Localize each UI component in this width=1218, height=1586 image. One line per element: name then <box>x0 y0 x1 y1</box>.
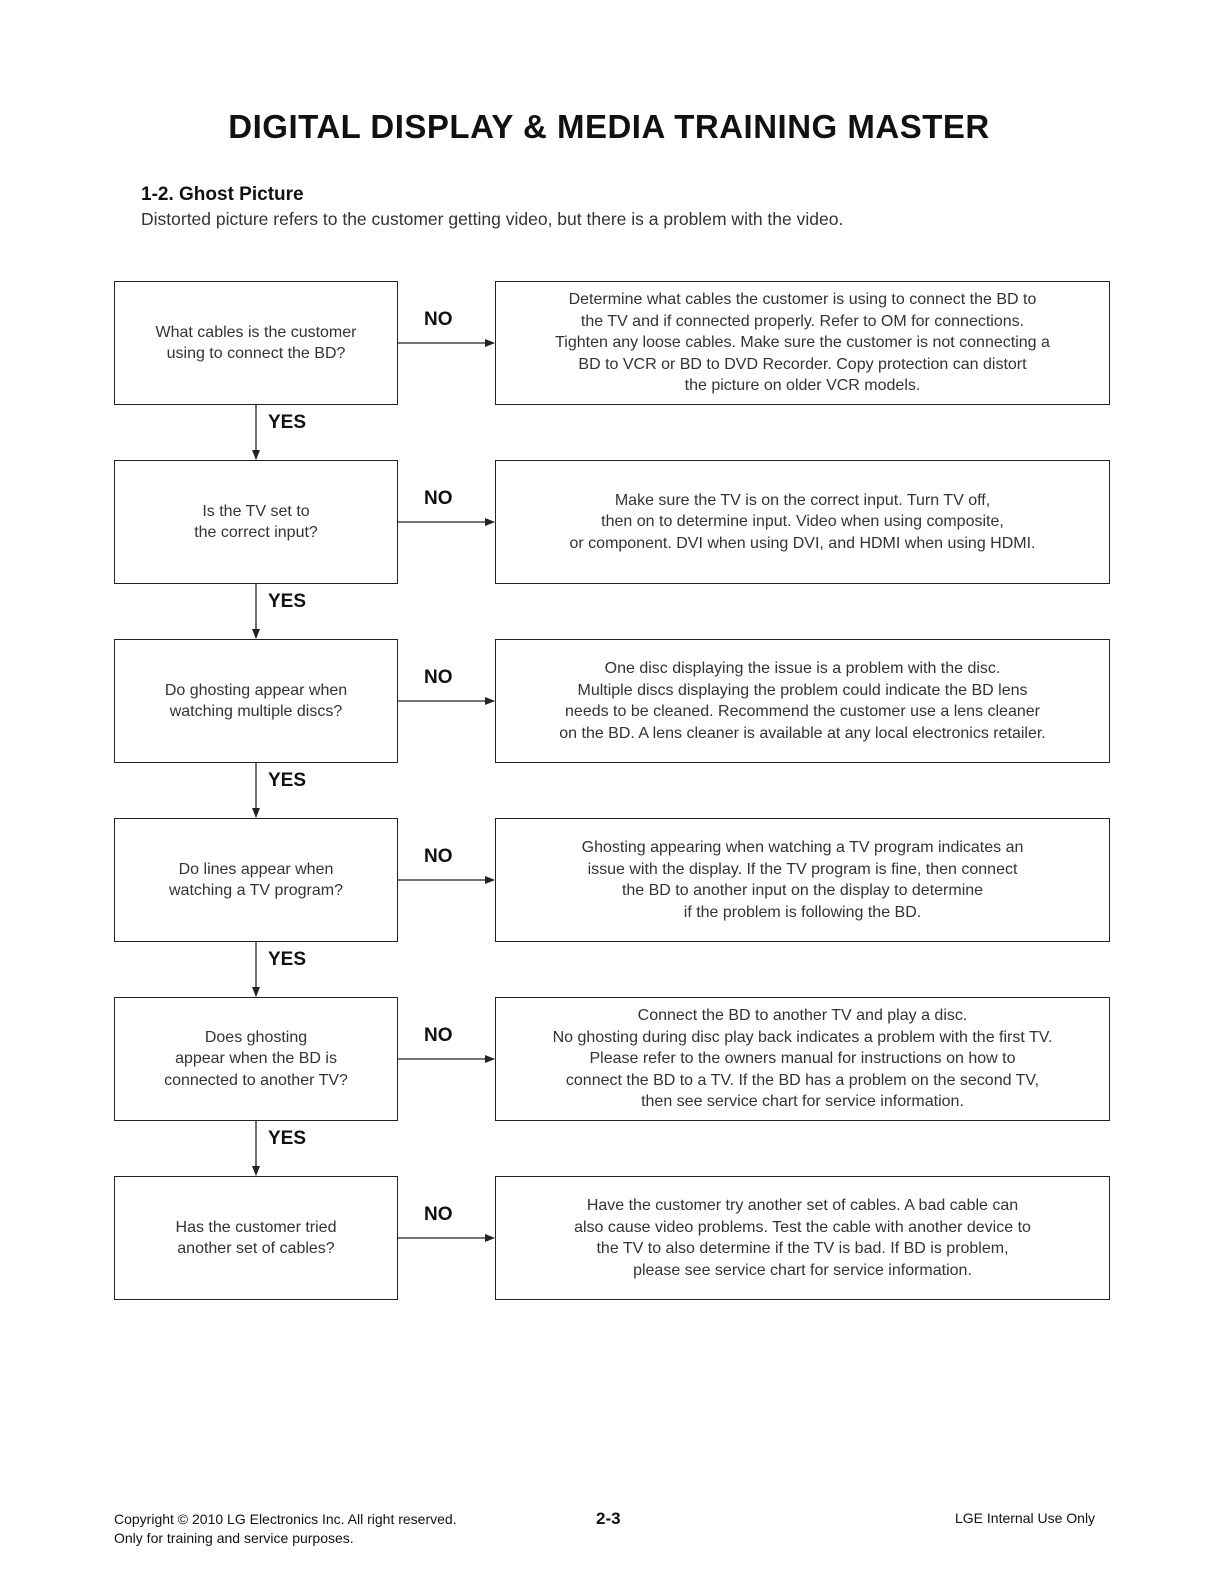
yes-label-2: YES <box>268 591 307 612</box>
no-label-3: NO <box>424 667 453 688</box>
action-box-1: Determine what cables the customer is using to connect the BD to the TV and if connected properly. Refer to OM for connections. Tighten any loose cables. Make sure the customer is not connecting a BD to VCR or BD to DVD Recorder. Copy protection can distort the picture on older VCR models. <box>495 281 1110 405</box>
no-label-6: NO <box>424 1204 453 1225</box>
footer-copyright: Copyright © 2010 LG Electronics Inc. All right reserved. Only for training and service purposes. <box>114 1511 457 1546</box>
footer-notice: LGE Internal Use Only <box>955 1510 1096 1526</box>
no-label-2: NO <box>424 488 453 509</box>
yes-label-4: YES <box>268 949 307 970</box>
section-description: Distorted picture refers to the customer getting video, but there is a problem with the video. <box>141 209 844 229</box>
action-box-5: Connect the BD to another TV and play a disc. No ghosting during disc play back indicates a problem with the first TV. Please refer to the owners manual for instructions on how to connect the BD to a TV. If the BD has a problem on the second TV, then see service chart for service information. <box>495 997 1110 1121</box>
question-box-2: Is the TV set to the correct input? <box>114 460 398 584</box>
action-box-4: Ghosting appearing when watching a TV program indicates an issue with the display. If the TV program is fine, then connect the BD to another input on the display to determine if the problem is following the BD. <box>495 818 1110 942</box>
no-label-4: NO <box>424 846 453 867</box>
section-heading: 1-2. Ghost Picture <box>141 184 304 205</box>
question-box-3: Do ghosting appear when watching multiple discs? <box>114 639 398 763</box>
question-box-1: What cables is the customer using to connect the BD? <box>114 281 398 405</box>
no-label-1: NO <box>424 309 453 330</box>
yes-label-5: YES <box>268 1128 307 1149</box>
page-title: DIGITAL DISPLAY & MEDIA TRAINING MASTER <box>228 108 990 145</box>
action-box-3: One disc displaying the issue is a problem with the disc. Multiple discs displaying the problem could indicate the BD lens needs to be cleaned. Recommend the customer use a lens cleaner on the BD. A lens cleaner is available at any local electronics retailer. <box>495 639 1110 763</box>
action-box-6: Have the customer try another set of cables. A bad cable can also cause video problems. Test the cable with another device to the TV to also determine if the TV is bad. If BD is problem, please see service chart for service information. <box>495 1176 1110 1300</box>
question-box-6: Has the customer tried another set of cables? <box>114 1176 398 1300</box>
yes-label-3: YES <box>268 770 307 791</box>
footer-page-number: 2-3 <box>596 1509 621 1528</box>
question-box-5: Does ghosting appear when the BD is connected to another TV? <box>114 997 398 1121</box>
yes-label-1: YES <box>268 412 307 433</box>
no-label-5: NO <box>424 1025 453 1046</box>
question-box-4: Do lines appear when watching a TV program? <box>114 818 398 942</box>
action-box-2: Make sure the TV is on the correct input. Turn TV off, then on to determine input. Video when using composite, or component. DVI when using DVI, and HDMI when using HDMI. <box>495 460 1110 584</box>
